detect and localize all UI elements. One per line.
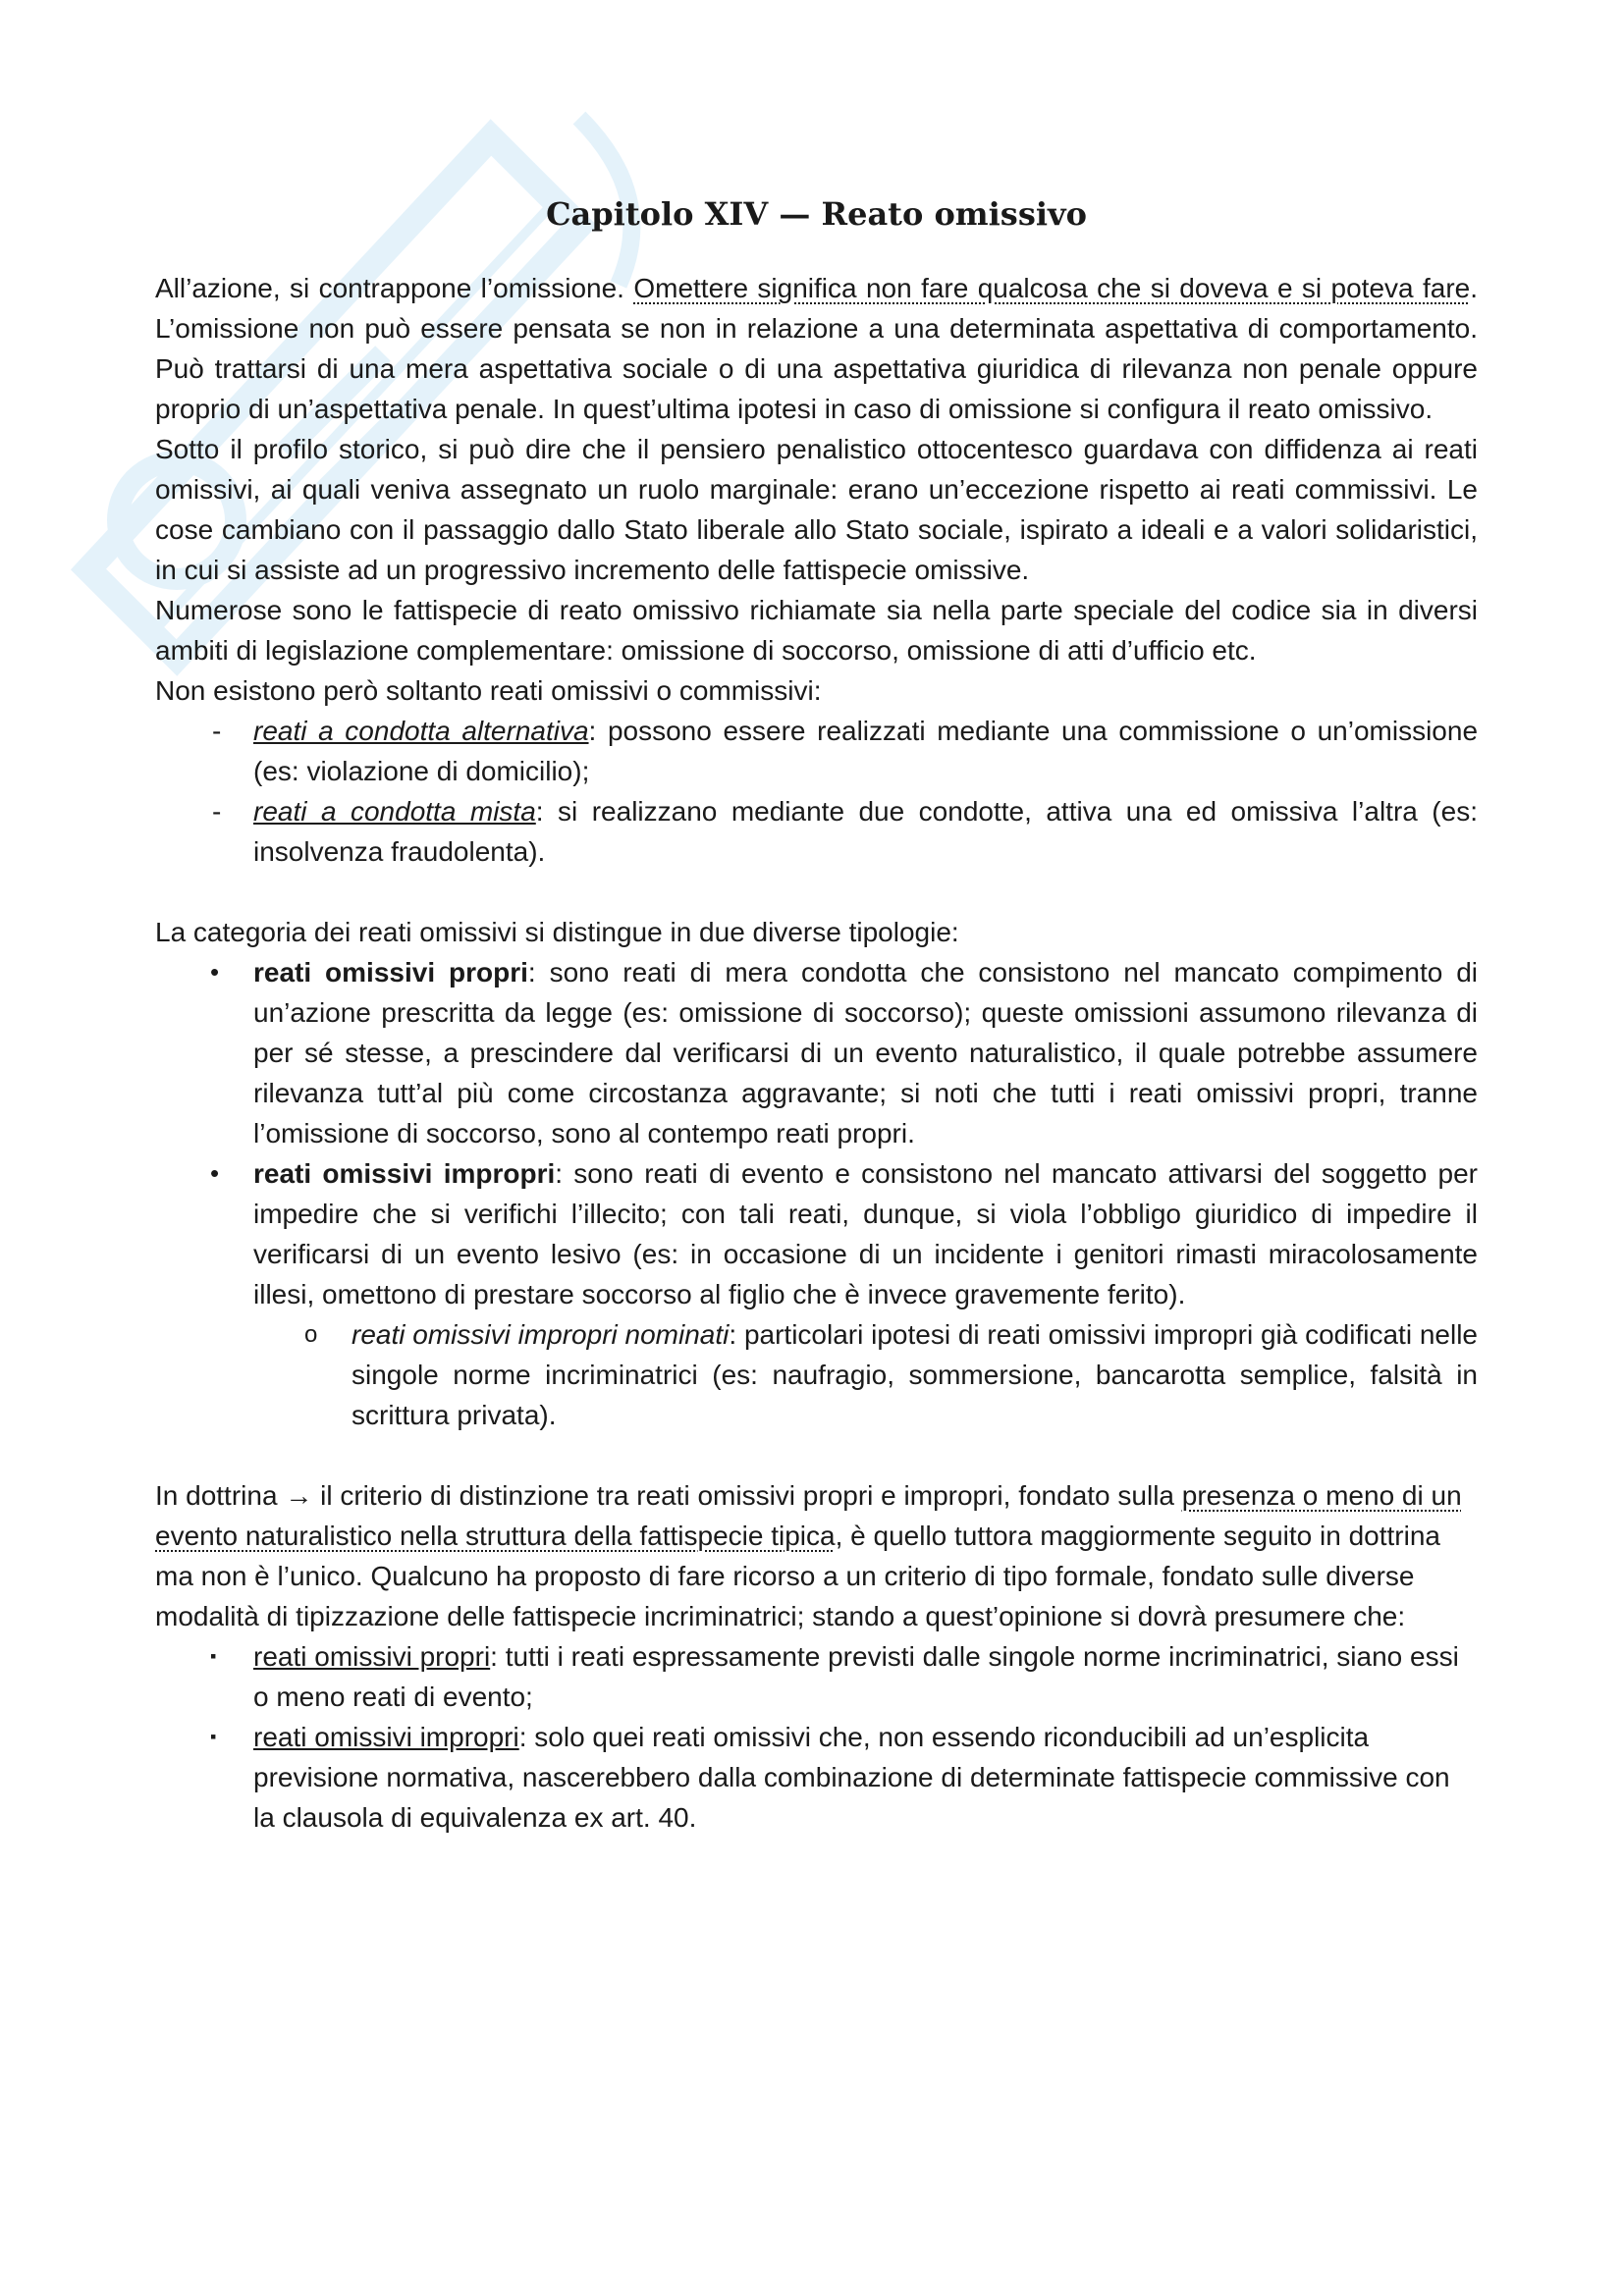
- square-list: [155, 1636, 1478, 1838]
- bullet-marker: •: [210, 957, 220, 987]
- emphasis-highlight: presenza o meno di un evento naturalistico nella struttura della fattispecie tipica: [155, 1480, 1462, 1551]
- paragraph-intro: All’azione, si contrappone l’omissione. Omettere significa non fare qualcosa che si doveva e si poteva fare. L’omissione non può essere pensata se non in relazione a una determinata aspettativa di comportamento. Può trattarsi di una mera aspettativa sociale o di una aspettativa giuridica di rilevanza non penale oppure proprio di un’aspettativa penale. In quest’ultima ipotesi in caso di omissione si configura il reato omissivo.: [155, 273, 1479, 424]
- list-item: o reati omissivi impropri nominati: particolari ipotesi di reati omissivi impropri già codificati nelle singole norme incriminatrici (es: naufragio, sommersione, bancarotta semplice, falsità in scrittura privata).: [155, 1314, 1478, 1435]
- list-item: ▪ reati omissivi impropri: solo quei reati omissivi che, non essendo riconducibili ad un’esplicita previsione normativa, nascerebbero dalla combinazione di determinate fattispecie commissive con la clausola di equivalenza ex art. 40.: [155, 1717, 1478, 1838]
- dash-list: [155, 711, 1478, 872]
- definition-highlight: Omettere significa non fare qualcosa che si doveva e si poteva fare: [633, 273, 1471, 303]
- paragraph-not-only: Non esistono però soltanto reati omissivi o commissivi:: [155, 675, 822, 706]
- list-term: reati omissivi propri: [253, 957, 528, 988]
- dash-marker: -: [212, 796, 222, 827]
- circle-marker: o: [304, 1321, 318, 1348]
- dash-marker: -: [212, 716, 222, 746]
- list-term: reati a condotta mista: [253, 796, 536, 827]
- paragraph-cases: Numerose sono le fattispecie di reato omissivo richiamate sia nella parte speciale del codice sia in diversi ambiti di legislazione complementare: omissione di soccorso, omissione di atti d’ufficio etc.: [155, 595, 1478, 666]
- bullet-list: [155, 952, 1478, 1314]
- document-page: [155, 191, 1478, 1838]
- list-term: reati omissivi propri: [253, 1641, 491, 1672]
- list-term: reati a condotta alternativa: [253, 716, 589, 746]
- square-marker: ▪: [210, 1727, 217, 1746]
- list-item: • reati omissivi impropri: sono reati di evento e consistono nel mancato attivarsi del soggetto per impedire che si verifichi l’illecito; con tali reati, dunque, si viola l’obbligo giuridico di impedire il verificarsi di un evento lesivo (es: in occasione di un incidente i genitori rimasti miracolosamente illesi, omettono di prestare soccorso al figlio che è invece gravemente ferito).: [155, 1153, 1478, 1314]
- list-item: - reati a condotta mista: si realizzano mediante due condotte, attiva una ed omissiva l’altra (es: insolvenza fraudolenta).: [155, 791, 1478, 872]
- paragraph-doctrine: In dottrina → il criterio di distinzione tra reati omissivi propri e impropri, fondato sulla presenza o meno di un evento naturalistico nella struttura della fattispecie tipica, è quello tuttora maggiormente seguito in dottrina ma non è l’unico. Qualcuno ha proposto di fare ricorso a un criterio di tipo formale, fondato sulle diverse modalità di tipizzazione delle fattispecie incriminatrici; stando a quest’opinione si dovrà presumere che:: [155, 1480, 1462, 1631]
- square-marker: ▪: [210, 1646, 217, 1666]
- list-item: • reati omissivi propri: sono reati di mera condotta che consistono nel mancato compimento di un’azione prescritta da legge (es: omissione di soccorso); queste omissioni assumono rilevanza di per sé stesse, a prescindere dal verificarsi di un evento naturalistico, il quale potrebbe assumere rilevanza tutt’al più come circostanza aggravante; si noti che tutti i reati omissivi propri, tranne l’omissione di soccorso, sono al contempo reati propri.: [155, 952, 1478, 1153]
- chapter-title: Capitolo XIV — Reato omissivo: [546, 195, 1087, 233]
- list-term: reati omissivi impropri: [253, 1722, 519, 1752]
- list-term: reati omissivi impropri nominati: [352, 1319, 730, 1350]
- paragraph-categories: La categoria dei reati omissivi si distingue in due diverse tipologie:: [155, 917, 959, 947]
- paragraph-history: Sotto il profilo storico, si può dire che il pensiero penalistico ottocentesco guardava con diffidenza ai reati omissivi, ai quali veniva assegnato un ruolo marginale: erano un’eccezione rispetto ai reati commissivi. Le cose cambiano con il passaggio dallo Stato liberale allo Stato sociale, ispirato a ideali e a valori solidaristici, in cui si assiste ad un progressivo incremento delle fattispecie omissive.: [155, 434, 1478, 585]
- list-item: ▪ reati omissivi propri: tutti i reati espressamente previsti dalle singole norme incriminatrici, siano essi o meno reati di evento;: [155, 1636, 1478, 1717]
- arrow-icon: →: [285, 1480, 313, 1511]
- sub-list: [155, 1314, 1478, 1435]
- bullet-marker: •: [210, 1158, 220, 1188]
- list-term: reati omissivi impropri: [253, 1158, 556, 1189]
- list-item: - reati a condotta alternativa: possono essere realizzati mediante una commissione o un’omissione (es: violazione di domicilio);: [155, 711, 1478, 791]
